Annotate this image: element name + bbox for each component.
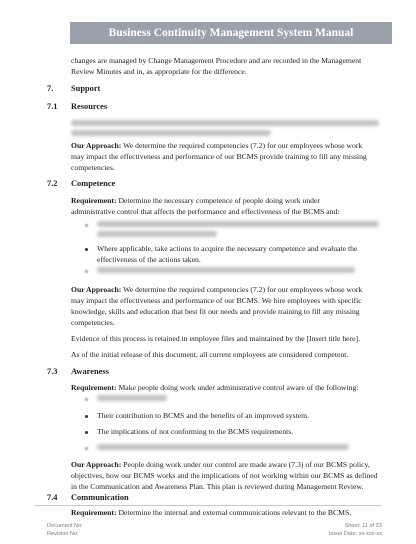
redacted-bullet-line	[97, 395, 167, 401]
footer-divider	[34, 505, 382, 506]
resources-approach-line-1: Our Approach: We determine the required competencies (7.2) for our employees whose work	[71, 141, 363, 150]
awareness-bullet-3: The implications of not conforming to the BCMS requirements.	[97, 427, 294, 436]
redacted-bullet-line	[97, 231, 217, 237]
document-header-title: Business Continuity Management System Manual	[70, 22, 392, 44]
footer-sheet: Sheet: 11 of 23	[344, 523, 382, 529]
resources-approach-line-2: may impact the effectiveness and performance of our BCMS provide training to fill any missing	[71, 152, 367, 161]
section-7-1-number: 7.1	[47, 102, 58, 111]
resources-approach-line-3: competencies.	[71, 163, 115, 172]
section-7-3-title: Awareness	[71, 367, 109, 376]
intro-line-1: changes are managed by Change Management Procedure and are recorded in the Management	[71, 56, 362, 65]
competence-approach-line-3: knowledge, skills and education that best fit our needs and provide training to fill any missing	[71, 307, 360, 316]
redacted-bullet-line	[97, 267, 355, 273]
bullet-dot	[85, 224, 88, 227]
footer-revision-no: Revision No:	[47, 531, 79, 537]
section-7-2-number: 7.2	[47, 179, 58, 188]
redacted-requirement-line	[71, 130, 271, 136]
intro-line-2: Review Minutes and in, as appropriate for the difference.	[71, 67, 247, 76]
initial-release-statement: As of the initial release of this document, all current employees are considered competent.	[71, 350, 349, 359]
bullet-dot	[85, 415, 88, 418]
competence-requirement-line-1: Requirement: Determine the necessary competence of people doing work under	[71, 196, 320, 205]
section-7-number: 7.	[47, 84, 54, 93]
awareness-approach-line-2: objectives, how our BCMS works and the implications of not working within our BCMS as defined	[71, 471, 378, 480]
section-7-3-number: 7.3	[47, 367, 58, 376]
awareness-requirement: Requirement: Make people doing work under administrative control aware of the following:	[71, 383, 359, 392]
section-7-2-title: Competence	[71, 179, 116, 188]
section-7-4-title: Communication	[71, 493, 129, 502]
bullet-dot	[85, 398, 88, 401]
footer-document-no: Document No:	[47, 523, 83, 529]
competence-approach-line-4: competencies.	[71, 318, 115, 327]
communication-requirement: Requirement: Determine the internal and external communications relevant to the BCMS,	[71, 508, 352, 517]
competence-approach-line-1: Our Approach: We determine the required competencies (7.2) for our employees whose work	[71, 285, 363, 294]
bullet-dot	[85, 248, 88, 251]
bullet-dot	[85, 270, 88, 273]
section-7-1-title: Resources	[71, 102, 108, 111]
competence-requirement-line-2: administrative control that affects the performance and effectiveness of the BCMS and:	[71, 207, 340, 216]
footer-issue-date: Issue Date: xx-xxx-xx	[328, 531, 382, 537]
redacted-requirement-line	[71, 120, 379, 126]
bullet-dot	[85, 431, 88, 434]
bullet-dot	[85, 447, 88, 450]
redacted-bullet-line	[97, 444, 349, 450]
redacted-bullet-line	[97, 221, 379, 227]
awareness-approach-line-3: in the Communication and Awareness Plan. This plan is reviewed during Management Review.	[71, 482, 364, 491]
competence-approach-line-2: may impact the effectiveness and performance of our BCMS. We hire employees with specific	[71, 296, 362, 305]
section-7-4-number: 7.4	[47, 493, 58, 502]
evidence-statement: Evidence of this process is retained in employee files and maintained by the [Insert title here].	[71, 334, 361, 343]
awareness-bullet-2: Their contribution to BCMS and the benefits of an improved system.	[97, 411, 310, 420]
awareness-approach-line-1: Our Approach: People doing work under our control are made aware (7.3) of our BCMS policy,	[71, 460, 370, 469]
section-7-title: Support	[71, 84, 101, 93]
competence-bullet-2-line-1: Where applicable, take actions to acquire the necessary competence and evaluate the	[97, 244, 358, 253]
competence-bullet-2-line-2: effectiveness of the actions taken.	[97, 255, 201, 264]
